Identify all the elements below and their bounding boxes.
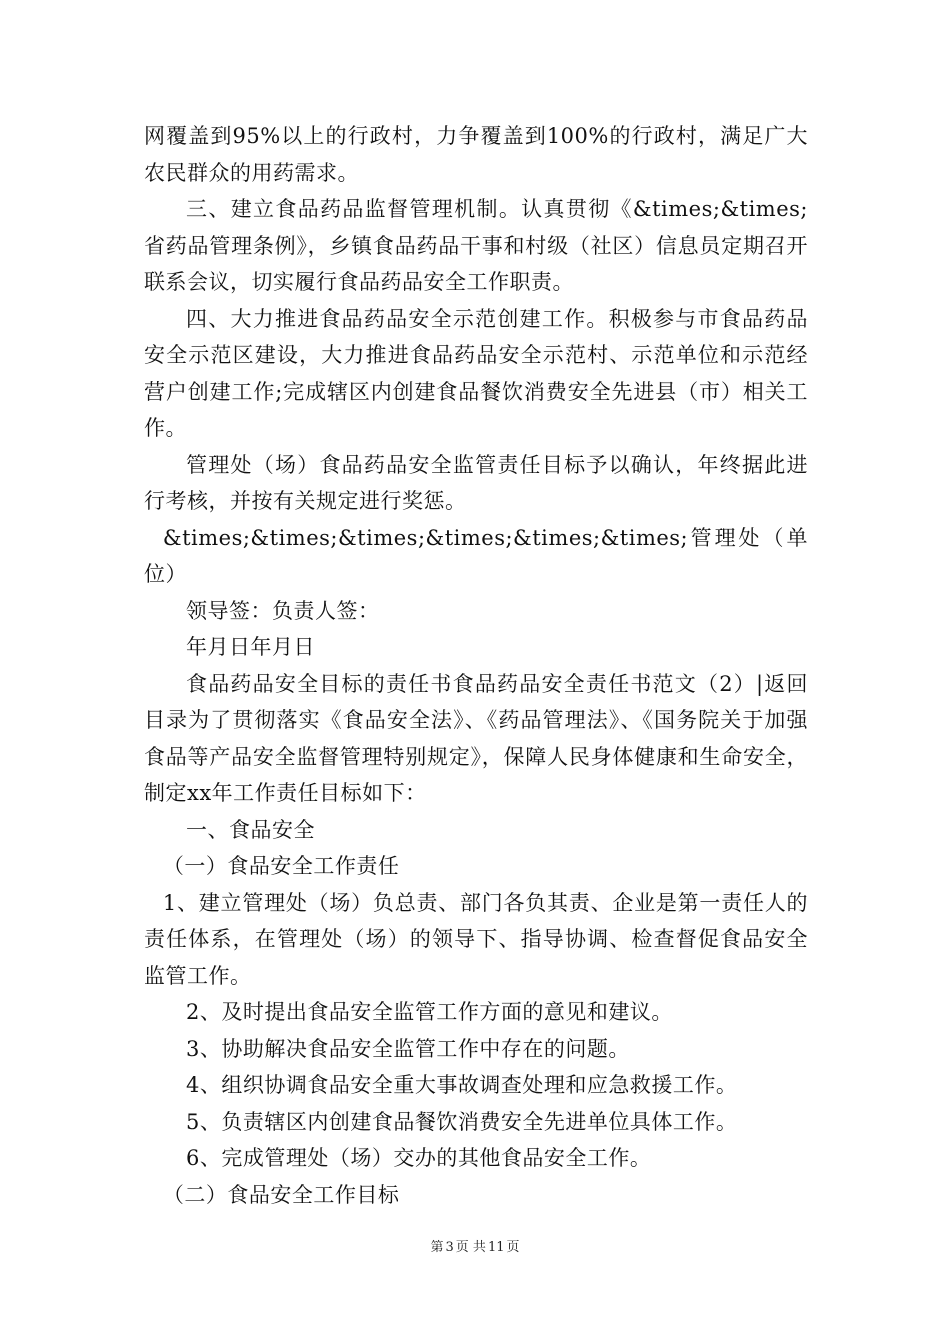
- list-item-6: 6、完成管理处（场）交办的其他食品安全工作。: [186, 1146, 652, 1170]
- paragraph-confirmation: 管理处（场）食品药品安全监管责任目标予以确认，年终据此进行考核，并按有关规定进行奖惩。: [144, 452, 808, 513]
- list-item-3: 3、协助解决食品安全监管工作中存在的问题。: [186, 1036, 630, 1061]
- footer-total-pages: 11: [487, 1240, 505, 1255]
- heading-food-safety-duty: （一）食品安全工作责任: [162, 854, 400, 878]
- paragraph-unit-line: &times;&times;&times;&times;&times;&times;管理处（单位）: [144, 525, 808, 586]
- footer-middle: 页 共: [455, 1240, 486, 1255]
- page-footer: [0, 1236, 950, 1255]
- paragraph-section-intro: 食品药品安全目标的责任书食品药品安全责任书范文（2）|返回目录为了贯彻落实《食品安全法》、《药品管理法》、《国务院关于加强食品等产品安全监督管理特别规定》，保障人民身体健康和生命安全，制定xx年工作责任目标如下：: [144, 671, 808, 805]
- list-item-4: 4、组织协调食品安全重大事故调查处理和应急救援工作。: [186, 1073, 738, 1097]
- document-body: [144, 118, 808, 1213]
- paragraph-item-three: 三、建立食品药品监督管理机制。认真贯彻《&times;&times;省药品管理条例》，乡镇食品药品干事和村级（社区）信息员定期召开联系会议，切实履行食品药品安全工作职责。: [144, 197, 808, 294]
- footer-page-number: 3: [445, 1240, 454, 1255]
- footer-suffix: 页: [506, 1240, 520, 1255]
- paragraph-dates: 年月日年月日: [186, 635, 315, 659]
- paragraph-item-four: 四、大力推进食品药品安全示范创建工作。积极参与市食品药品安全示范区建设，大力推进食品药品安全示范村、示范单位和示范经营户创建工作;完成辖区内创建食品餐饮消费安全先进县（市）相关工作。: [144, 306, 808, 440]
- footer-prefix: 第: [430, 1240, 444, 1255]
- list-item-2: 2、及时提出食品安全监管工作方面的意见和建议。: [186, 1000, 673, 1024]
- heading-food-safety: 一、食品安全: [186, 817, 315, 842]
- list-item-1: 1、建立管理处（场）负总责、部门各负其责、企业是第一责任人的责任体系，在管理处（场）的领导下、指导协调、检查督促食品安全监管工作。: [144, 890, 808, 988]
- paragraph-continuation: 网覆盖到95%以上的行政村，力争覆盖到100%的行政村，满足广大农民群众的用药需求。: [144, 124, 808, 185]
- paragraph-signatures: 领导签：负责人签：: [186, 598, 380, 623]
- list-item-5: 5、负责辖区内创建食品餐饮消费安全先进单位具体工作。: [186, 1109, 738, 1134]
- heading-food-safety-goal: （二）食品安全工作目标: [162, 1182, 400, 1207]
